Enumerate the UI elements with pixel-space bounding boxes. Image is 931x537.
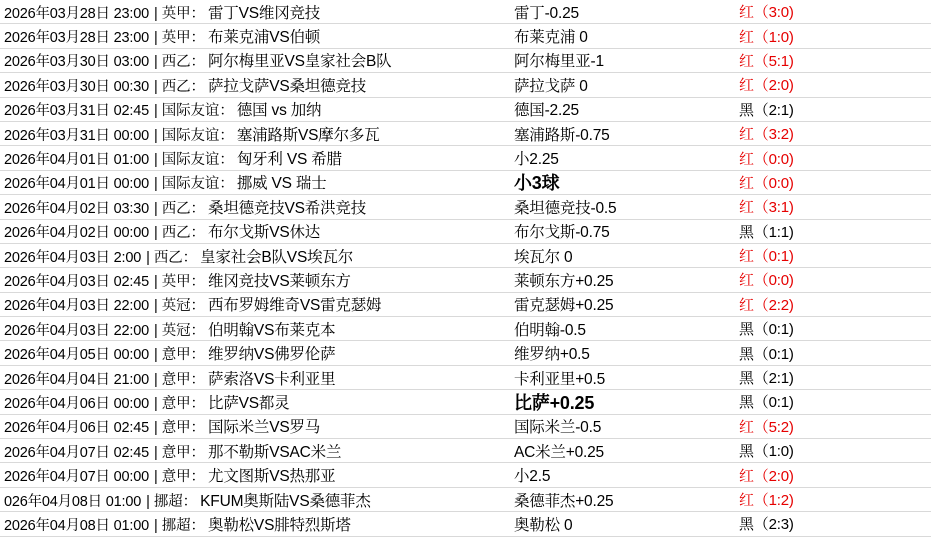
match-info-cell [4,1,514,23]
match-datetime: 2026年03月30日 03:00 [4,54,149,71]
match-teams: 萨索洛VS卡利亚里 [208,370,336,388]
league-name: 西乙 [153,249,183,266]
handicap-pick: 小2.25 [514,151,559,169]
league-name: 挪超 [161,517,191,534]
match-info-cell [4,415,514,437]
table-row[interactable] [0,49,931,73]
result-badge: 黑（2:1) [739,101,794,119]
result-badge: 红（2:2) [739,296,794,314]
table-row[interactable] [0,73,931,97]
result-badge: 黑（1:0) [739,443,794,461]
match-teams: 尤文图斯VS热那亚 [208,468,336,486]
table-row[interactable] [0,146,931,170]
match-info-cell [4,25,514,47]
match-info-cell [4,464,514,486]
league-name: 意甲 [161,420,191,437]
match-teams: KFUM奥斯陆VS桑德菲杰 [200,492,371,510]
separator-bar: | [153,225,158,242]
handicap-pick: 奥勒松 0 [514,516,573,534]
match-info-cell [4,342,514,364]
result-badge: 红（0:0) [739,272,794,290]
league-colon: ： [182,249,198,266]
match-teams: 西布罗姆维奇VS雷克瑟姆 [208,297,382,315]
match-teams: 萨拉戈萨VS桑坦德竞技 [208,77,367,95]
league-name: 英冠 [161,322,191,339]
result-badge: 黑（0:1) [739,345,794,363]
match-teams: 布尔戈斯VS休达 [208,224,321,242]
match-info-cell [4,293,514,315]
result-badge: 红（2:0) [739,77,794,95]
league-name: 英甲 [161,30,191,47]
result-badge: 红（3:1) [739,199,794,217]
match-teams: 德国 vs 加纳 [236,102,322,120]
result-badge: 红（3:0) [739,4,794,22]
match-teams: 那不勒斯VSAC米兰 [208,443,342,461]
league-colon: ： [190,78,206,95]
table-row[interactable] [0,24,931,48]
match-datetime: 2026年04月06日 00:00 [4,395,149,412]
separator-bar: | [153,469,158,486]
league-colon: ： [190,347,206,364]
match-teams: 皇家社会B队VS埃瓦尔 [200,248,353,266]
table-row[interactable] [0,293,931,317]
match-info-cell [4,123,514,145]
handicap-pick: 国际米兰-0.5 [514,419,602,437]
league-name: 西乙 [161,200,191,217]
match-datetime: 2026年04月02日 03:30 [4,200,149,217]
separator-bar: | [153,30,158,47]
separator-bar: | [153,420,158,437]
separator-bar: | [153,444,158,461]
match-teams: 桑坦德竞技VS希洪竞技 [208,199,367,217]
league-name: 国际友谊 [161,176,220,193]
separator-bar: | [153,78,158,95]
match-info-cell [4,98,514,120]
match-info-cell [4,74,514,96]
result-badge: 红（2:0) [739,467,794,485]
league-colon: ： [190,225,206,242]
result-badge: 红（1:0) [739,28,794,46]
handicap-pick: 伯明翰-0.5 [514,321,586,339]
match-info-cell [4,489,514,511]
match-teams: 维冈竞技VS莱顿东方 [208,272,351,290]
table-row[interactable] [0,244,931,268]
match-info-cell [4,147,514,169]
separator-bar: | [153,347,158,364]
league-name: 挪超 [153,493,183,510]
handicap-pick: 塞浦路斯-0.75 [514,126,610,144]
league-colon: ： [190,5,206,22]
league-name: 西乙 [161,78,191,95]
separator-bar: | [146,493,150,510]
separator-bar: | [153,517,158,534]
match-info-cell [4,171,514,193]
handicap-pick: 桑坦德竞技-0.5 [514,199,617,217]
league-colon: ： [190,517,206,534]
league-colon: ： [190,273,206,290]
result-badge: 红（0:0) [739,150,794,168]
handicap-pick: 雷丁-0.25 [514,4,579,22]
separator-bar: | [153,298,158,315]
handicap-pick: 布莱克浦 0 [514,29,588,47]
match-datetime: 2026年03月28日 23:00 [4,5,149,22]
handicap-pick: 维罗纳+0.5 [514,346,590,364]
table-row[interactable] [0,317,931,341]
result-badge: 黑（2:1) [739,370,794,388]
table-row[interactable] [0,98,931,122]
match-teams: 塞浦路斯VS摩尔多瓦 [236,126,380,144]
league-colon: ： [219,152,234,169]
table-row[interactable] [0,463,931,487]
league-colon: ： [219,176,234,193]
league-colon: ： [190,200,206,217]
match-info-cell [4,367,514,389]
league-colon: ： [219,127,234,144]
handicap-pick: AC米兰+0.25 [514,443,604,461]
match-teams: 伯明翰VS布莱克本 [208,321,336,339]
match-datetime: 2026年04月03日 2:00 [4,249,142,266]
league-name: 国际友谊 [161,103,220,120]
match-info-cell [4,513,514,535]
table-row[interactable] [0,195,931,219]
match-datetime: 2026年04月03日 02:45 [4,273,149,290]
match-datetime: 2026年04月03日 22:00 [4,298,149,315]
separator-bar: | [153,54,158,71]
handicap-pick: 埃瓦尔 0 [514,248,573,266]
league-colon: ： [190,298,206,315]
result-badge: 黑（0:1) [739,321,794,339]
league-colon: ： [190,30,206,47]
match-datetime: 2026年03月31日 02:45 [4,103,149,120]
match-info-cell [4,318,514,340]
separator-bar: | [153,127,158,144]
match-teams: 挪威 VS 瑞士 [236,175,327,193]
table-row[interactable] [0,220,931,244]
league-name: 英甲 [161,273,191,290]
separator-bar: | [153,395,158,412]
match-info-cell [4,391,514,413]
league-name: 意甲 [161,444,191,461]
table-row[interactable] [0,415,931,439]
result-badge: 红（5:1) [739,52,794,70]
separator-bar: | [153,322,158,339]
league-colon: ： [190,469,206,486]
league-name: 国际友谊 [161,127,220,144]
match-datetime: 2026年03月28日 23:00 [4,30,149,47]
match-teams: 阿尔梅里亚VS皇家社会B队 [208,53,392,71]
result-badge: 红（3:2) [739,126,794,144]
league-name: 西乙 [161,225,191,242]
match-teams: 雷丁VS维冈竞技 [208,4,321,22]
handicap-pick: 卡利亚里+0.5 [514,370,605,388]
match-datetime: 026年04月08日 01:00 [4,493,142,510]
table-row[interactable] [0,439,931,463]
separator-bar: | [153,371,158,388]
match-datetime: 2026年04月01日 01:00 [4,152,149,169]
separator-bar: | [153,273,158,290]
handicap-pick: 比萨+0.25 [514,392,595,413]
match-info-cell [4,220,514,242]
separator-bar: | [153,176,158,193]
result-badge: 红（1:2) [739,492,794,509]
match-info-cell [4,440,514,462]
result-badge: 红（0:1) [739,248,794,266]
match-teams: 国际米兰VS罗马 [208,419,321,437]
table-row[interactable] [0,512,931,536]
table-row[interactable] [0,488,931,512]
match-datetime: 2026年04月03日 22:00 [4,322,149,339]
separator-bar: | [153,5,158,22]
result-badge: 红（5:2) [739,418,794,436]
league-name: 英甲 [161,5,191,22]
table-row[interactable] [0,0,931,24]
table-row[interactable] [0,122,931,146]
league-name: 意甲 [161,395,191,412]
match-teams: 比萨VS都灵 [208,394,290,412]
league-colon: ： [190,420,206,437]
league-name: 西乙 [161,54,191,71]
league-colon: ： [190,395,206,412]
match-datetime: 2026年04月07日 00:00 [4,469,149,486]
league-name: 英冠 [161,298,191,315]
league-colon: ： [190,444,206,461]
league-name: 意甲 [161,347,191,364]
handicap-pick: 莱顿东方+0.25 [514,272,614,290]
match-datetime: 2026年03月30日 00:30 [4,78,149,95]
result-badge: 黑（0:1) [739,394,794,412]
handicap-pick: 小2.5 [514,468,551,486]
league-colon: ： [182,493,198,510]
league-colon: ： [219,103,234,120]
league-colon: ： [190,322,206,339]
match-datetime: 2026年04月05日 00:00 [4,347,149,364]
match-datetime: 2026年04月07日 02:45 [4,444,149,461]
table-row[interactable] [0,341,931,365]
match-datetime: 2026年04月08日 01:00 [4,517,149,534]
separator-bar: | [146,249,150,266]
table-row[interactable] [0,268,931,292]
match-info-cell [4,196,514,218]
handicap-pick: 德国-2.25 [514,102,579,120]
separator-bar: | [153,103,158,120]
match-info-cell [4,49,514,71]
result-badge: 红（0:0) [739,174,794,192]
separator-bar: | [153,152,158,169]
match-datetime: 2026年04月01日 00:00 [4,176,149,193]
match-teams: 布莱克浦VS伯顿 [208,29,321,47]
match-datetime: 2026年04月04日 21:00 [4,371,149,388]
result-badge: 黑（1:1) [739,223,794,241]
separator-bar: | [153,200,158,217]
table-row[interactable] [0,171,931,195]
match-datetime: 2026年03月31日 00:00 [4,127,149,144]
handicap-pick: 萨拉戈萨 0 [514,77,588,95]
handicap-pick: 布尔戈斯-0.75 [514,224,610,242]
match-teams: 维罗纳VS佛罗伦萨 [208,346,336,364]
table-row[interactable] [0,390,931,414]
table-row[interactable] [0,366,931,390]
handicap-pick: 小3球 [514,173,560,194]
handicap-pick: 桑德菲杰+0.25 [514,492,614,510]
handicap-pick: 雷克瑟姆+0.25 [514,297,614,315]
match-datetime: 2026年04月02日 00:00 [4,225,149,242]
league-colon: ： [190,54,206,71]
result-badge: 黑（2:3) [739,516,794,534]
match-datetime: 2026年04月06日 02:45 [4,420,149,437]
league-colon: ： [190,371,206,388]
league-name: 国际友谊 [161,152,220,169]
match-teams: 奥勒松VS腓特烈斯塔 [208,516,351,534]
match-teams: 匈牙利 VS 希腊 [236,151,342,169]
league-name: 意甲 [161,469,191,486]
match-info-cell [4,269,514,291]
handicap-pick: 阿尔梅里亚-1 [514,53,604,71]
league-name: 意甲 [161,371,191,388]
match-info-cell [4,245,514,267]
